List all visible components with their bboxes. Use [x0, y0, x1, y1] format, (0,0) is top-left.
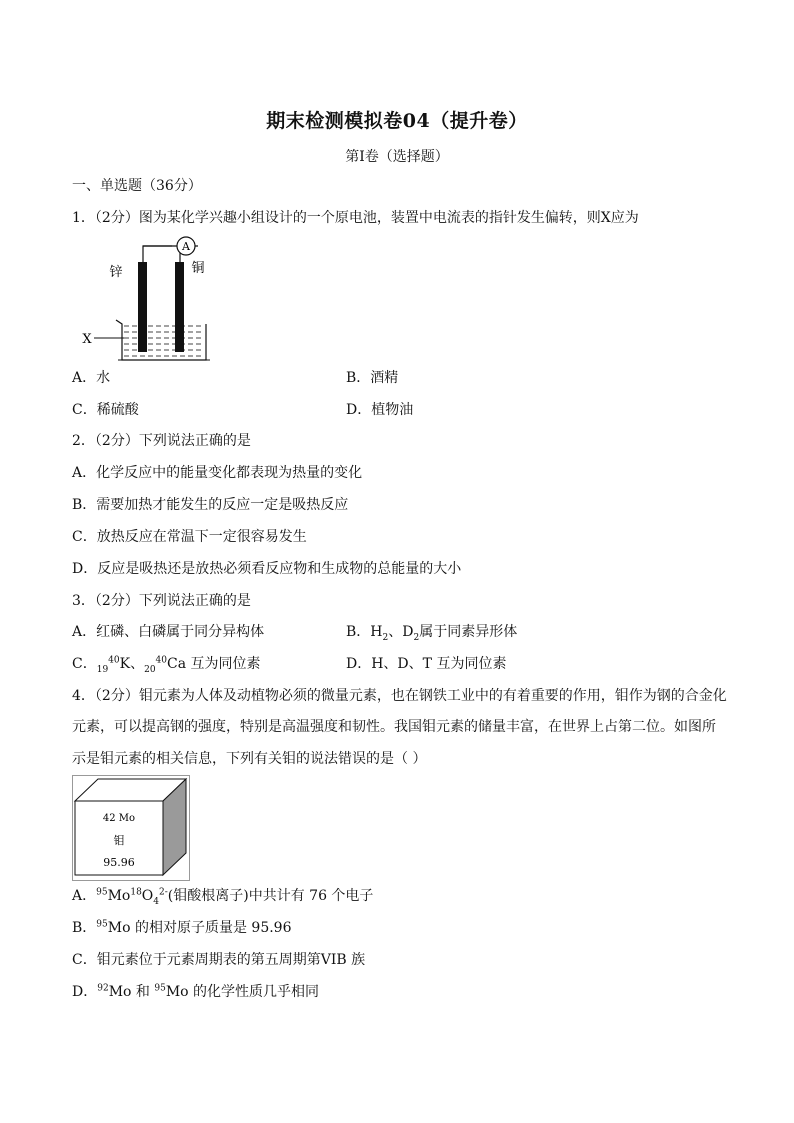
- element-mass: 95.96: [103, 856, 135, 869]
- q3-option-a: A．红磷、白磷属于同分异构体: [72, 624, 265, 640]
- ammeter-label: A: [182, 240, 190, 253]
- x-label: X: [82, 332, 92, 347]
- molybdenum-element-figure: [72, 775, 190, 881]
- q4-option-c: C．钼元素位于元素周期表的第五周期第VIB 族: [72, 952, 366, 968]
- q2-stem: 2．（2分）下列说法正确的是: [72, 433, 251, 449]
- q1-stem: 1．（2分）图为某化学兴趣小组设计的一个原电池，装置中电流表的指针发生偏转，则X应为: [72, 210, 639, 226]
- page-title: 期末检测模拟卷04（提升卷）: [266, 110, 528, 132]
- q1-option-c: C．稀硫酸: [72, 402, 139, 418]
- section-heading: 一、单选题（36分）: [72, 178, 202, 194]
- copper-label: 铜: [191, 261, 205, 276]
- q2-option-a: A．化学反应中的能量变化都表现为热量的变化: [72, 465, 363, 481]
- q4-option-b: B．$^{95}$Mo 的相对原子质量是 95.96: [72, 919, 292, 936]
- q3-stem: 3．（2分）下列说法正确的是: [72, 593, 251, 609]
- q3-option-b: B．$H_2$、$D_2$属于同素异形体: [346, 624, 518, 643]
- page-subtitle: 第I卷（选择题）: [345, 149, 449, 165]
- q4-stem-line-2: 元素，可以提高钢的强度，特别是高温强度和韧性。我国钼元素的储量丰富，在世界上占第二位。如图所: [72, 719, 716, 735]
- zinc-label: 锌: [109, 265, 123, 280]
- q4-option-d: D．$^{92}$Mo 和 $^{95}$Mo 的化学性质几乎相同: [72, 983, 320, 1000]
- q4-option-a: A．$^{95}Mo^{18}O_4^{2-}$(钼酸根离子)中共计有 76 个电子: [72, 887, 374, 907]
- element-number-symbol: 42 Mo: [102, 813, 136, 824]
- q3-option-c: C．$_{19}^{40}$K、$_{20}^{40}$Ca 互为同位素: [72, 655, 261, 675]
- q3-option-d: D．H、D、T 互为同位素: [346, 656, 507, 672]
- q1-option-a: A．水: [72, 370, 111, 386]
- galvanic-cell-figure: [78, 232, 218, 364]
- q2-option-d: D．反应是吸热还是放热必须看反应物和生成物的总能量的大小: [72, 561, 462, 577]
- q1-option-b: B．酒精: [346, 370, 399, 386]
- q4-stem-line-3: 示是钼元素的相关信息，下列有关钼的说法错误的是（ ）: [72, 751, 427, 767]
- q2-option-c: C．放热反应在常温下一定很容易发生: [72, 529, 307, 545]
- element-name: 钼: [113, 834, 125, 847]
- q2-option-b: B．需要加热才能发生的反应一定是吸热反应: [72, 497, 349, 513]
- q1-option-d: D．植物油: [346, 402, 414, 418]
- q4-stem-line-1: 4．（2分）钼元素为人体及动植物必须的微量元素，也在钢铁工业中的有着重要的作用，钼作为钢的合金化: [72, 688, 727, 704]
